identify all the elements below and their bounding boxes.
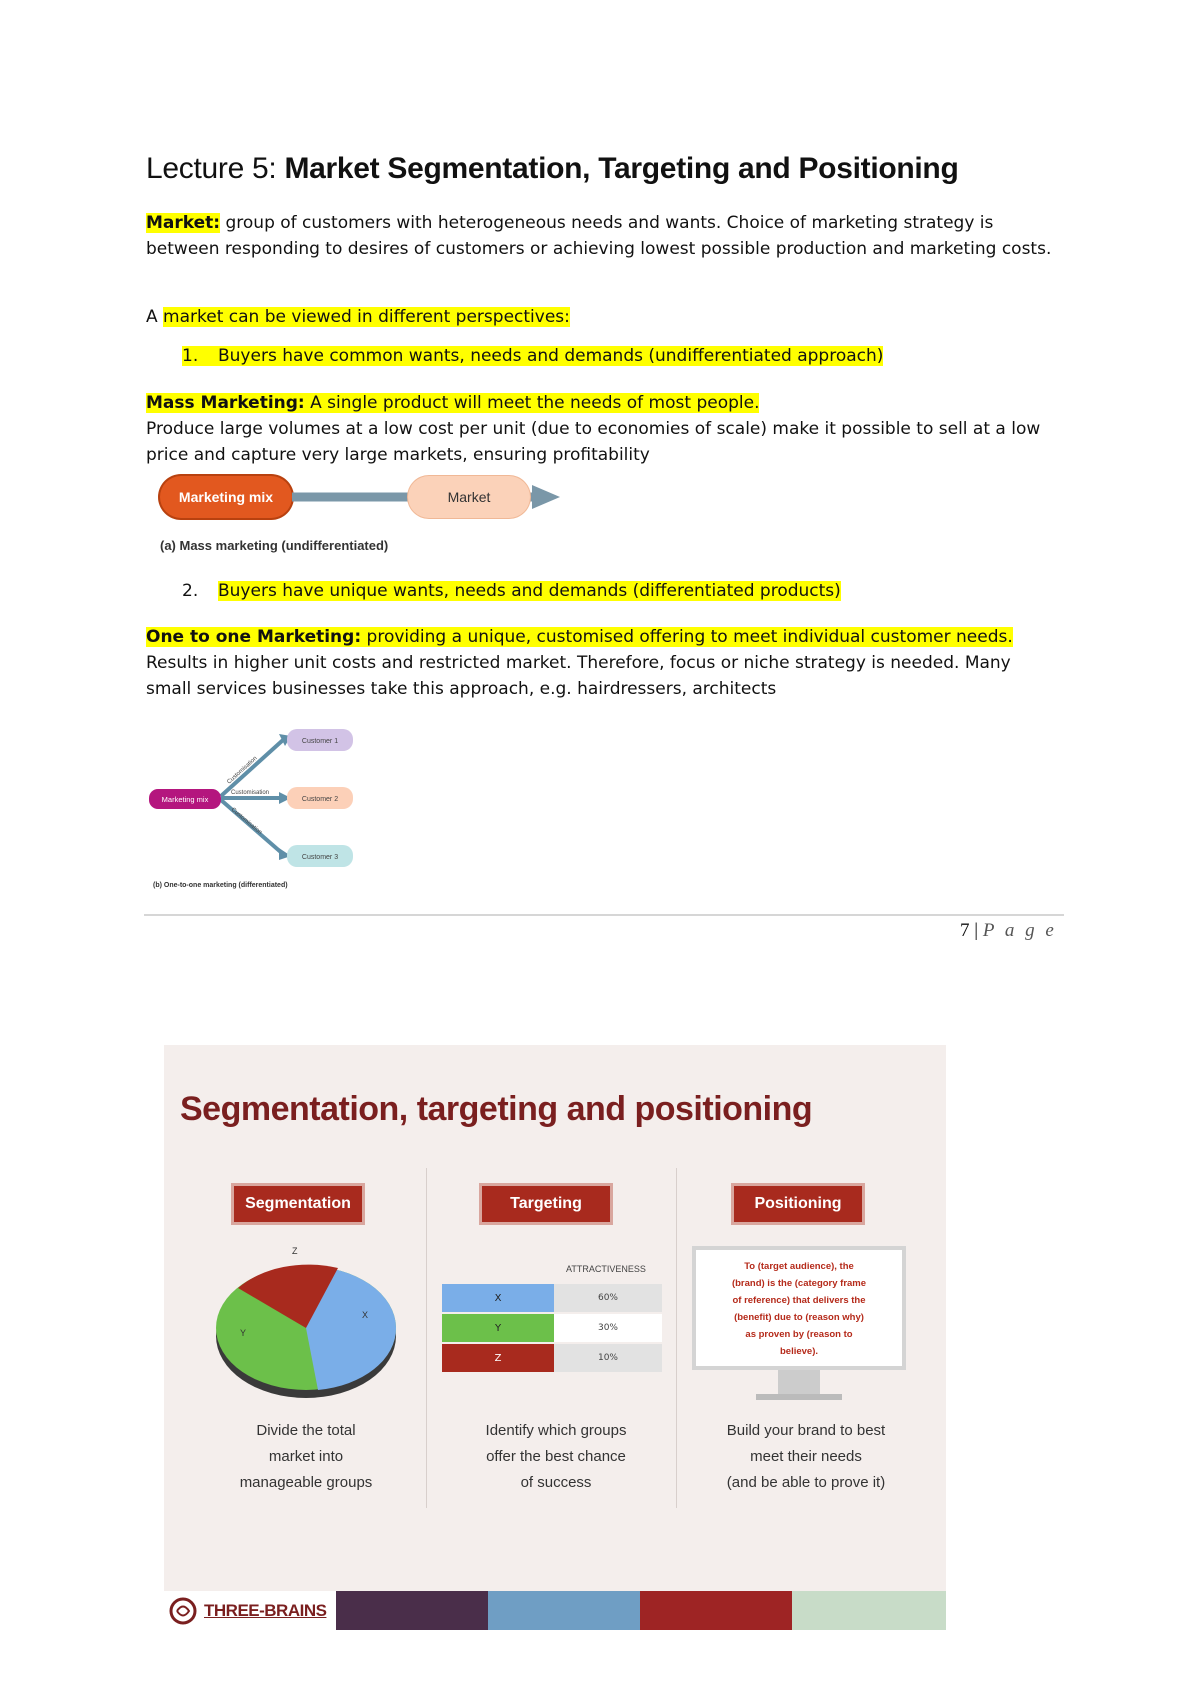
pos-line-5: as proven by (reason to	[745, 1329, 853, 1340]
one-diagram-caption: (b) One-to-one marketing (differentiated)	[153, 882, 288, 889]
target-name-x: X	[442, 1284, 554, 1312]
perspectives-prefix: A	[146, 307, 164, 327]
pos-caption-line-2: meet their needs	[750, 1448, 862, 1465]
table-row	[442, 1284, 662, 1312]
target-name-y: Y	[442, 1314, 554, 1342]
column-divider-2	[676, 1168, 677, 1508]
one-body: Results in higher unit costs and restricted market. Therefore, focus or niche strategy is needed. Many small services businesses take this approach, e.g. hairdressers, architects	[146, 653, 1011, 699]
customer-1-label: Customer 1	[301, 738, 339, 745]
page-label: P a g e	[982, 920, 1057, 941]
list-item-1-number: 1.	[182, 346, 199, 366]
pos-line-1: To (target audience), the	[744, 1261, 854, 1272]
tgt-caption-line-1: Identify which groups	[485, 1422, 627, 1439]
pos-caption-line-3: (and be able to prove it)	[726, 1474, 886, 1491]
segmentation-pie-chart	[208, 1236, 408, 1406]
list-item-1	[182, 346, 883, 366]
pie-label-y: Y	[240, 1328, 247, 1338]
brand-bar-purple	[336, 1591, 488, 1630]
brand-bar-green	[792, 1591, 946, 1630]
positioning-label: Positioning	[734, 1186, 862, 1222]
one-to-one-marketing	[146, 624, 1061, 702]
infographic-title: Segmentation, targeting and positioning	[180, 1090, 813, 1128]
segmentation-caption	[196, 1418, 416, 1496]
brand-bar-red	[640, 1591, 792, 1630]
target-name-z: Z	[442, 1344, 554, 1372]
column-divider-1	[426, 1168, 427, 1508]
one-lead: providing a unique, customised offering to meet individual customer needs.	[361, 627, 1013, 647]
market-text: group of customers with heterogeneous needs and wants. Choice of marketing strategy is between responding to desires of customers or achieving lowest possible production and marketing costs.	[146, 213, 1052, 259]
pos-line-3: of reference) that delivers the	[732, 1295, 866, 1306]
pos-line-4: (benefit) due to (reason why)	[734, 1312, 864, 1323]
target-value-x: 60%	[554, 1284, 662, 1312]
marketing-mix-box: Marketing mix	[160, 476, 292, 518]
mass-diagram-caption: (a) Mass marketing (undifferentiated)	[160, 538, 389, 553]
positioning-caption	[694, 1418, 918, 1496]
list-item-2-number: 2.	[182, 581, 199, 601]
mass-term: Mass Marketing:	[146, 393, 305, 413]
target-value-y: 30%	[554, 1314, 662, 1342]
brand-bar-blue	[488, 1591, 640, 1630]
page-num: 7 |	[960, 920, 983, 941]
market-box: Market	[408, 476, 530, 518]
mass-marketing	[146, 390, 1061, 468]
targeting-header: ATTRACTIVENESS	[566, 1264, 646, 1274]
market-definition	[146, 210, 1061, 262]
segmentation-label: Segmentation	[234, 1186, 362, 1222]
positioning-monitor	[692, 1246, 906, 1370]
pie-label-x: X	[362, 1310, 369, 1320]
customer-2-label: Customer 2	[301, 796, 339, 803]
tgt-caption-line-2: offer the best chance	[486, 1448, 626, 1465]
pie-label-z: Z	[292, 1246, 298, 1256]
market-term: Market:	[146, 213, 221, 233]
mass-body: Produce large volumes at a low cost per unit (due to economies of scale) make it possible to sell at a low price and capture very large markets, ensuring profitability	[146, 419, 1041, 465]
perspectives-line	[146, 304, 1061, 330]
list-item-2-text: Buyers have unique wants, needs and demands (differentiated products)	[218, 581, 841, 601]
list-item-1-text: Buyers have common wants, needs and demands (undifferentiated approach)	[218, 346, 884, 366]
table-row	[442, 1344, 662, 1372]
title-prefix: Lecture 5:	[146, 152, 285, 185]
mass-lead: A single product will meet the needs of most people.	[304, 393, 760, 413]
monitor-base	[756, 1394, 842, 1400]
one-center-label: Marketing mix	[161, 795, 209, 804]
one-to-one-diagram	[145, 716, 365, 891]
tgt-caption-line-3: of success	[520, 1474, 592, 1491]
perspectives-highlight: market can be viewed in different perspectives:	[163, 307, 570, 327]
edge-label-1: Customisation	[226, 755, 259, 786]
seg-caption-line-3: manageable groups	[239, 1474, 373, 1491]
page-title	[146, 152, 959, 186]
seg-caption-line-1: Divide the total	[256, 1422, 356, 1439]
edge-label-2: Customisation	[231, 790, 270, 796]
list-item-2	[182, 581, 841, 601]
table-row	[442, 1314, 662, 1342]
brain-logo-icon	[168, 1596, 198, 1626]
edge-label-3: Customisation	[229, 806, 263, 836]
targeting-caption	[446, 1418, 666, 1496]
target-value-z: 10%	[554, 1344, 662, 1372]
mass-marketing-diagram	[155, 470, 535, 560]
pos-line-2: (brand) is the (category frame	[731, 1278, 867, 1289]
monitor-stand	[778, 1370, 820, 1394]
targeting-table	[442, 1284, 662, 1372]
pos-line-6: believe).	[779, 1346, 819, 1357]
seg-caption-line-2: market into	[268, 1448, 344, 1465]
brand-name: THREE-BRAINS	[204, 1600, 327, 1620]
one-term: One to one Marketing:	[146, 627, 362, 647]
footer-divider	[144, 914, 1064, 916]
targeting-label: Targeting	[482, 1186, 610, 1222]
pos-caption-line-1: Build your brand to best	[726, 1422, 886, 1439]
brand-area	[164, 1591, 336, 1630]
page-number	[960, 920, 1057, 942]
title-main: Market Segmentation, Targeting and Positioning	[284, 152, 959, 185]
customer-3-label: Customer 3	[301, 854, 339, 861]
